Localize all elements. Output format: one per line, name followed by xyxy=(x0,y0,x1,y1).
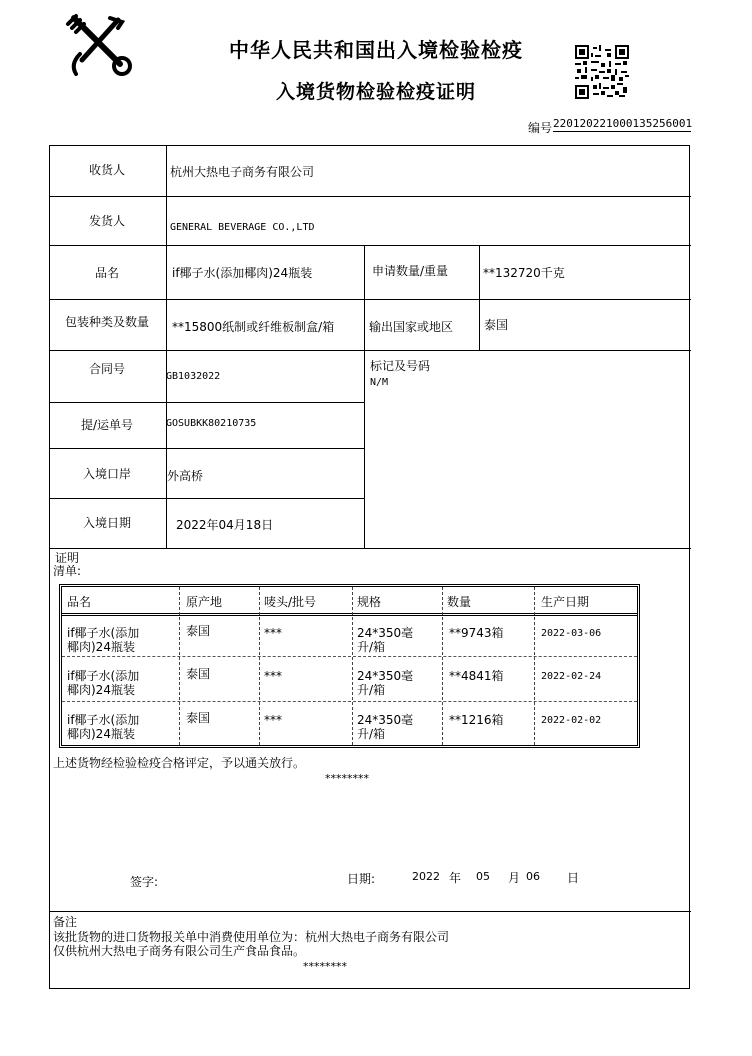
consignor-value: GENERAL BEVERAGE CO.,LTD xyxy=(170,222,315,233)
remarks-line2: 仅供杭州大热电子商务有限公司生产食品食品。 xyxy=(53,944,306,958)
bill-value: GOSUBKK80210735 xyxy=(166,418,257,429)
row-origin: 泰国 xyxy=(186,624,211,638)
port-value: 外高桥 xyxy=(167,469,204,483)
consignor-label: 发货人 xyxy=(88,214,125,228)
row-name-line1: if椰子水(添加 xyxy=(67,626,140,640)
sign-day-unit: 日 xyxy=(567,871,580,885)
entry-date-value: 2022年04月18日 xyxy=(176,518,274,532)
quantity-value: **132720千克 xyxy=(483,266,565,280)
table-row xyxy=(67,626,139,654)
table-row xyxy=(67,669,139,697)
consignee-label: 收货人 xyxy=(88,163,125,177)
column-header: 规格 xyxy=(357,595,382,609)
bill-label: 提/运单号 xyxy=(80,418,134,432)
quantity-label: 申请数量/重量 xyxy=(372,264,449,278)
row-spec-line2: 升/箱 xyxy=(357,727,386,741)
export-country-label: 输出国家或地区 xyxy=(369,320,454,334)
row-mark: *** xyxy=(264,669,282,683)
product-value: if椰子水(添加椰肉)24瓶装 xyxy=(172,266,313,280)
serial-label: 编号 xyxy=(528,121,553,135)
row-mark: *** xyxy=(264,713,282,727)
row-spec-line1: 24*350毫 xyxy=(357,713,414,727)
row-qty: **1216箱 xyxy=(449,713,504,727)
row-spec-line2: 升/箱 xyxy=(357,683,386,697)
sign-year: 2022 xyxy=(412,870,440,883)
row-name-line2: 椰肉)24瓶装 xyxy=(67,727,135,741)
row-origin: 泰国 xyxy=(186,711,211,725)
row-date: 2022-02-24 xyxy=(541,671,602,682)
signature-label: 签字: xyxy=(130,875,159,889)
row-date: 2022-02-02 xyxy=(541,715,602,726)
row-mark: *** xyxy=(264,626,282,640)
packaging-value: **15800纸制或纤维板制盒/箱 xyxy=(172,320,335,334)
packaging-label: 包装种类及数量 xyxy=(64,315,149,329)
row-spec-line1: 24*350毫 xyxy=(357,626,414,640)
row-name-line2: 椰肉)24瓶装 xyxy=(67,683,135,697)
column-header: 原产地 xyxy=(186,595,223,609)
sign-month: 05 xyxy=(476,870,490,883)
column-header: 生产日期 xyxy=(541,595,590,609)
qr-code-icon xyxy=(575,45,629,99)
remarks-stars: ******** xyxy=(303,960,347,973)
row-spec xyxy=(357,669,413,697)
certificate-section-label: 证明 xyxy=(55,551,80,565)
table-row xyxy=(67,713,139,741)
remarks-label: 备注 xyxy=(53,915,78,929)
document-title: 中华人民共和国出入境检验检疫 xyxy=(229,38,523,62)
sign-year-unit: 年 xyxy=(449,871,462,885)
row-date: 2022-03-06 xyxy=(541,628,602,639)
row-name-line1: if椰子水(添加 xyxy=(67,713,140,727)
row-qty: **9743箱 xyxy=(449,626,504,640)
product-label: 品名 xyxy=(94,266,119,280)
row-spec xyxy=(357,626,413,654)
conclusion-text: 上述货物经检验检疫合格评定，予以通关放行。 xyxy=(53,756,306,770)
marks-label: 标记及号码 xyxy=(370,359,431,373)
date-label: 日期: xyxy=(347,872,376,886)
row-spec xyxy=(357,713,413,741)
column-header: 品名 xyxy=(67,595,92,609)
sign-month-unit: 月 xyxy=(508,871,521,885)
document-subtitle: 入境货物检验检疫证明 xyxy=(275,81,476,103)
contract-label: 合同号 xyxy=(88,362,125,376)
row-origin: 泰国 xyxy=(186,667,211,681)
contract-value: GB1032022 xyxy=(166,371,221,382)
row-spec-line2: 升/箱 xyxy=(357,640,386,654)
row-name-line1: if椰子水(添加 xyxy=(67,669,140,683)
export-country-value: 泰国 xyxy=(484,318,509,332)
port-label: 入境口岸 xyxy=(82,467,131,481)
consignee-value: 杭州大热电子商务有限公司 xyxy=(170,165,315,179)
list-label: 清单: xyxy=(53,564,82,578)
serial-number: 220120221000135256001 xyxy=(553,117,693,130)
column-header: 数量 xyxy=(447,595,472,609)
column-header: 唛头/批号 xyxy=(264,595,317,609)
row-spec-line1: 24*350毫 xyxy=(357,669,414,683)
row-name-line2: 椰肉)24瓶装 xyxy=(67,640,135,654)
sign-day: 06 xyxy=(526,870,540,883)
entry-date-label: 入境日期 xyxy=(82,516,131,530)
marks-value: N/M xyxy=(370,377,389,388)
remarks-line1: 该批货物的进口货物报关单中消费使用单位为：杭州大热电子商务有限公司 xyxy=(53,930,450,944)
conclusion-stars: ******** xyxy=(325,772,369,785)
row-qty: **4841箱 xyxy=(449,669,504,683)
